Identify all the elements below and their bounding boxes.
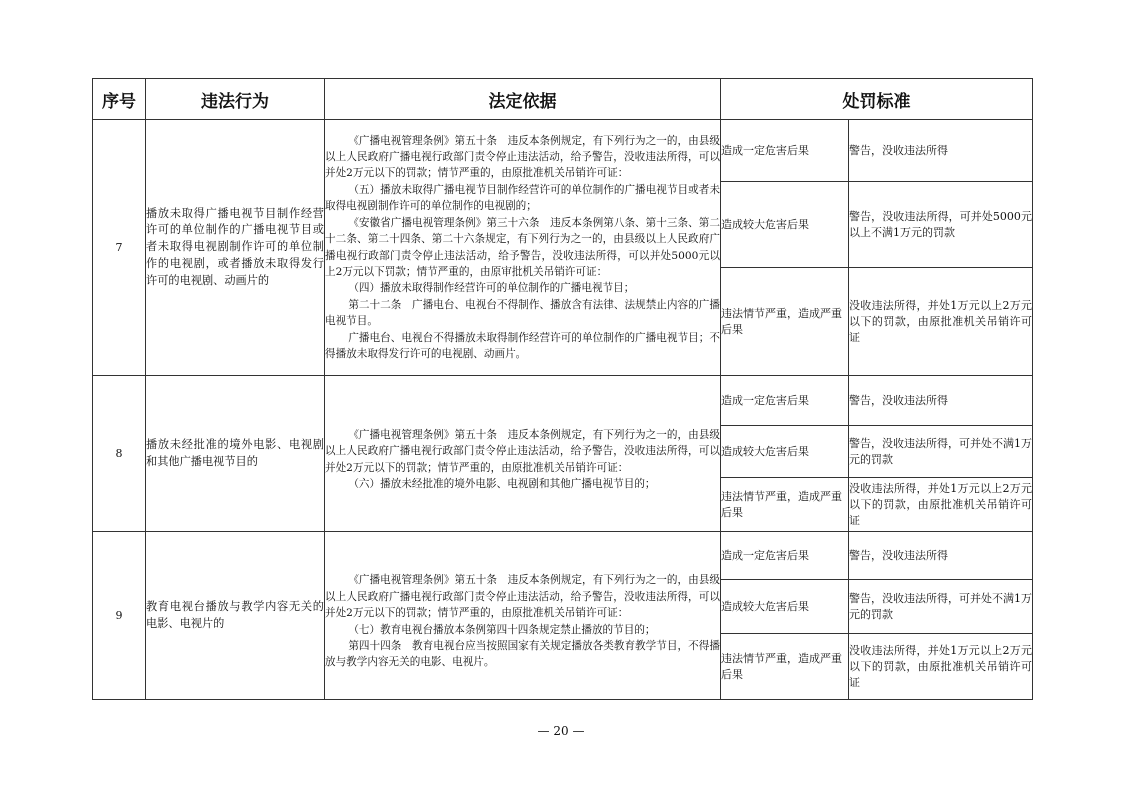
severity-level: 违法情节严重，造成严重后果 (721, 478, 849, 532)
legal-basis-paragraph: （六）播放未经批准的境外电影、电视剧和其他广播电视节目的； (348, 477, 656, 490)
legal-basis-paragraph: 《广播电视管理条例》第五十条 违反本条例规定，有下列行为之一的，由县级以上人民政府广播电视行政部门责令停止违法活动，给予警告，没收违法所得，可以并处2万元以下的罚款；情节严重的，由原批准机关吊销许可证： (325, 428, 720, 474)
header-serial-number: 序号 (93, 79, 146, 120)
legal-basis-paragraph: 《广播电视管理条例》第五十条 违反本条例规定，有下列行为之一的，由县级以上人民政府广播电视行政部门责令停止违法活动，给予警告，没收违法所得，可以并处2万元以下的罚款；情节严重的，由原批准机关吊销许可证： (325, 574, 720, 620)
penalty-text: 没收违法所得，并处1万元以上2万元以下的罚款，由原批准机关吊销许可证 (849, 634, 1033, 700)
severity-level: 造成一定危害后果 (721, 532, 849, 580)
violation-text: 播放未经批准的境外电影、电视剧和其他广播电视节目的 (146, 376, 325, 532)
penalty-text: 警告，没收违法所得 (849, 120, 1033, 182)
legal-basis-paragraph: 第四十四条 教育电视台应当按照国家有关规定播放各类教育教学节目，不得播放与教学内容无关的电影、电视片。 (325, 639, 720, 669)
penalty-standards-table (92, 78, 1033, 700)
page-number: — 20 — (537, 724, 585, 738)
severity-level: 违法情节严重，造成严重后果 (721, 634, 849, 700)
table-header-row (93, 79, 1033, 120)
severity-level: 造成较大危害后果 (721, 426, 849, 478)
severity-level: 造成一定危害后果 (721, 120, 849, 182)
header-penalty-standard: 处罚标准 (721, 79, 1033, 120)
penalty-text: 没收违法所得，并处1万元以上2万元以下的罚款，由原批准机关吊销许可证 (849, 478, 1033, 532)
legal-basis-paragraph: 第二十二条 广播电台、电视台不得制作、播放含有法律、法规禁止内容的广播电视节目。 (325, 298, 720, 328)
violation-text: 教育电视台播放与教学内容无关的电影、电视片的 (146, 532, 325, 700)
penalty-text: 警告，没收违法所得 (849, 532, 1033, 580)
severity-level: 造成较大危害后果 (721, 182, 849, 268)
table-row (93, 376, 1033, 426)
legal-basis-cell (325, 376, 721, 532)
legal-basis-paragraph: （四）播放未取得制作经营许可的单位制作的广播电视节目； (348, 282, 635, 295)
header-violation: 违法行为 (146, 79, 325, 120)
legal-basis-paragraph: （七）教育电视台播放本条例第四十四条规定禁止播放的节目的； (348, 623, 656, 636)
legal-basis-cell (325, 120, 721, 376)
severity-level: 造成较大危害后果 (721, 580, 849, 634)
row-number: 7 (93, 120, 146, 376)
penalty-text: 警告，没收违法所得，可并处5000元以上不满1万元的罚款 (849, 182, 1033, 268)
row-number: 8 (93, 376, 146, 532)
header-legal-basis: 法定依据 (325, 79, 721, 120)
row-number: 9 (93, 532, 146, 700)
violation-text: 播放未取得广播电视节目制作经营许可的单位制作的广播电视节目或者未取得电视剧制作许可的单位制作的电视剧，或者播放未取得发行许可的电视剧、动画片的 (146, 120, 325, 376)
penalty-text: 警告，没收违法所得，可并处不满1万元的罚款 (849, 580, 1033, 634)
legal-basis-paragraph: 《安徽省广播电视管理条例》第三十六条 违反本条例第八条、第十三条、第二十二条、第二十四条、第二十六条规定，有下列行为之一的，由县级以上人民政府广播电视行政部门责令停止违法活动，给予警告，没收违法所得，可以并处5000元以上2万元以下罚款；情节严重的，由原审批机关吊销许可证： (325, 216, 720, 278)
penalty-text: 警告，没收违法所得 (849, 376, 1033, 426)
legal-basis-paragraph: （五）播放未取得广播电视节目制作经营许可的单位制作的广播电视节目或者未取得电视剧制作许可的单位制作的电视剧的； (325, 183, 720, 213)
penalty-text: 没收违法所得，并处1万元以上2万元以下的罚款，由原批准机关吊销许可证 (849, 268, 1033, 376)
penalty-text: 警告，没收违法所得，可并处不满1万元的罚款 (849, 426, 1033, 478)
table-row (93, 120, 1033, 182)
severity-level: 违法情节严重，造成严重后果 (721, 268, 849, 376)
legal-basis-cell (325, 532, 721, 700)
legal-basis-paragraph: 广播电台、电视台不得播放未取得制作经营许可的单位制作的广播电视节目；不得播放未取得发行许可的电视剧、动画片。 (325, 331, 720, 360)
table-row (93, 532, 1033, 580)
legal-basis-paragraph: 《广播电视管理条例》第五十条 违反本条例规定，有下列行为之一的，由县级以上人民政府广播电视行政部门责令停止违法活动，给予警告，没收违法所得，可以并处2万元以下的罚款；情节严重的，由原批准机关吊销许可证： (325, 134, 720, 180)
severity-level: 造成一定危害后果 (721, 376, 849, 426)
